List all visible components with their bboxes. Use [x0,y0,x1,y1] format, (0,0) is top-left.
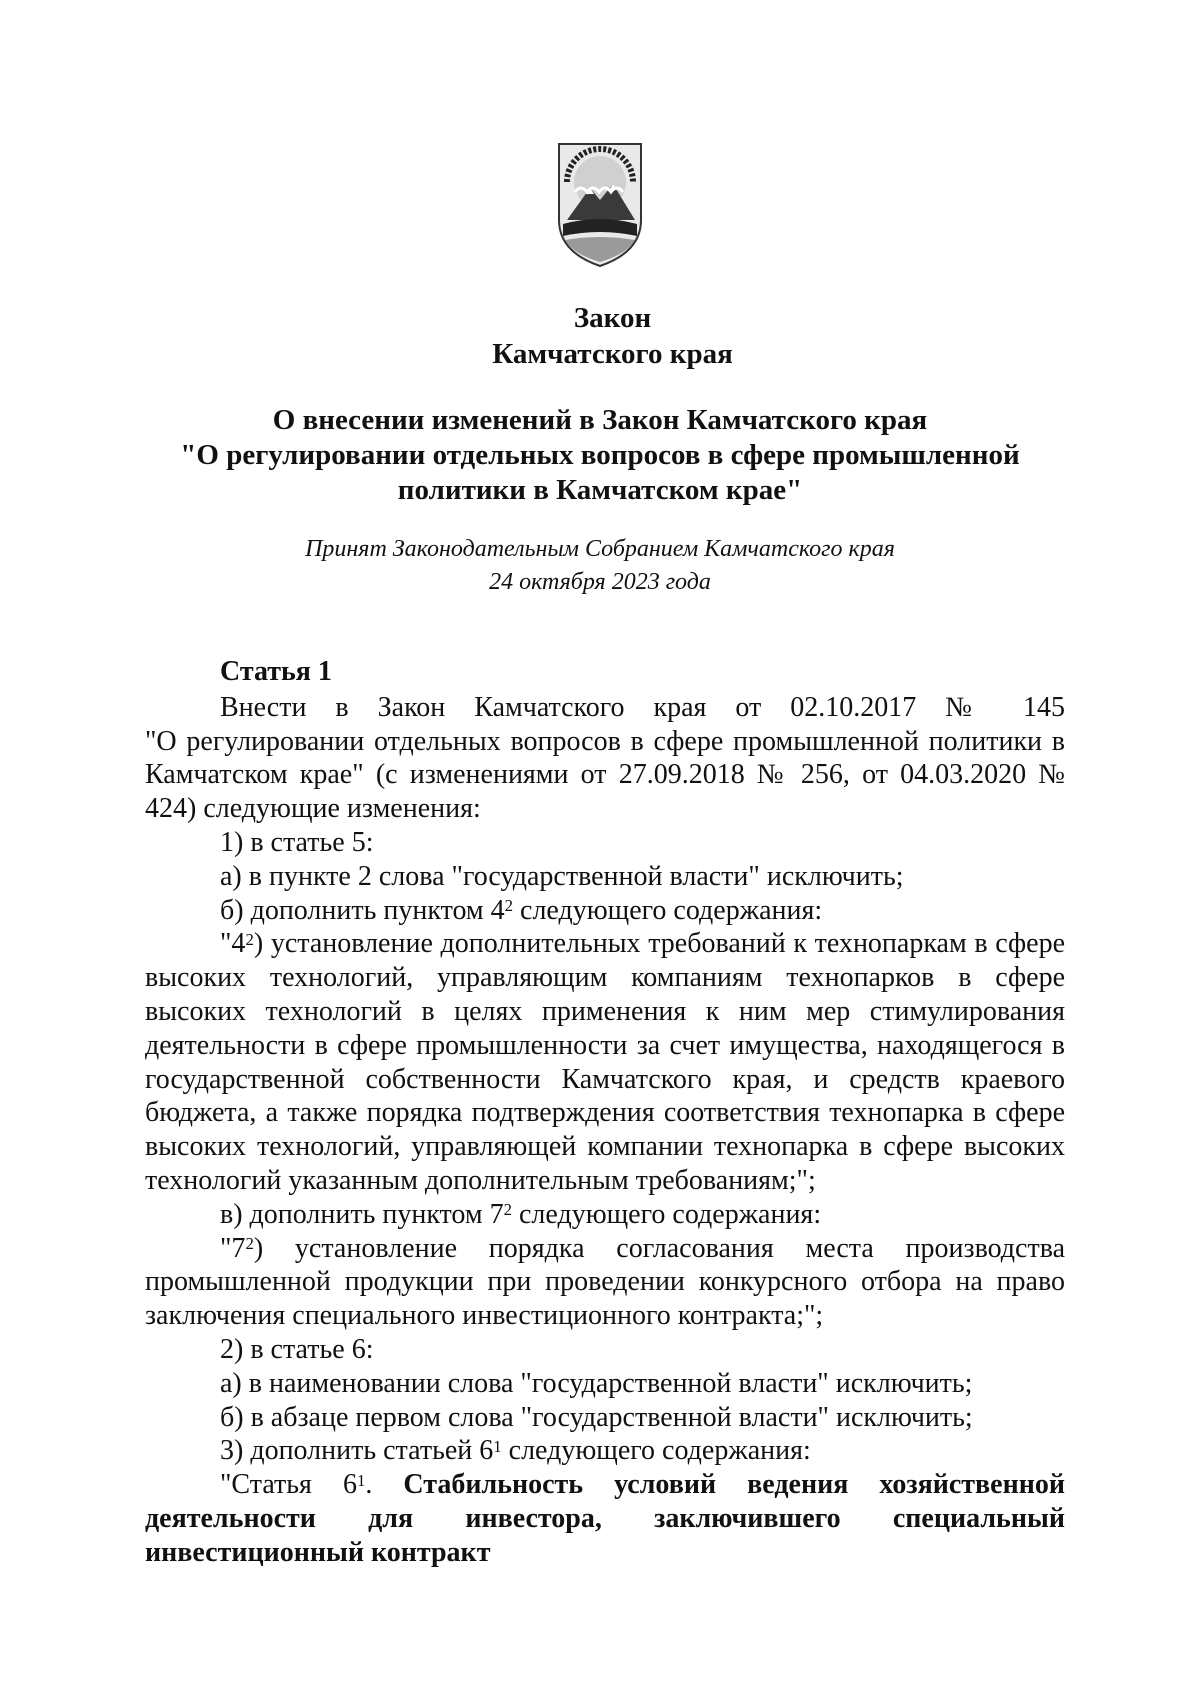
new-article-title: Стабильность условий ведения хозяйственной деятельности для инвестора, заключившего специальный инвестиционный контракт [145,1469,1065,1568]
adoption-note [150,533,1050,599]
article-1 [145,655,1065,1570]
law-subject [150,403,1050,508]
item-1v: в) дополнить пунктом $7^2$ следующего содержания: [220,1198,822,1230]
item-1b: б) дополнить пунктом $4^2$ следующего содержания: [220,894,823,926]
kamchatka-coat-of-arms-icon [555,140,645,270]
subject-line-2: "О регулировании отдельных вопросов в сфере промышленной [180,439,1020,471]
item-1: 1) в статье 5: [220,826,374,858]
subject-line-3: политики в Камчатском крае" [397,474,803,506]
intro-paragraph: "О регулировании отдельных вопросов в сфере промышленной политики в Камчатском крае" (с изменениями от 27.09.2018 № 256, от 04.03.2020 № 424) следующие изменения: [145,725,1065,825]
adoption-date: 24 октября 2023 года [489,569,711,595]
article-heading: Статья 1 [220,656,332,687]
item-1a: а) в пункте 2 слова "государственной власти" исключить; [220,860,904,892]
intro-line-1: Внести в Закон Камчатского края от 02.10.2017 № 145 [220,691,1065,723]
law-title [0,300,1200,372]
item-3: 3) дополнить статьей $6^1$ следующего содержания: [220,1435,811,1467]
new-article-6-1: "Статья $6^1$. Стабильность условий ведения хозяйственной деятельности для инвестора, заключившего специальный инвестиционный контракт [145,1469,1065,1568]
item-2a: а) в наименовании слова "государственной власти" исключить; [220,1367,973,1399]
quote-point-4-2: "$4^2$) установление дополнительных требований к технопаркам в сфере высоких технологий, управляющим компаниям технопарков в сфере высоких технологий в целях применения к ним мер стимулирования деятельности в сфере промышленности за счет имущества, находящегося в государственной собственности Камчатского края, и средств краевого бюджета, а также порядка подтверждения соответствия технопарка в сфере высоких технологий, управляющей компании технопарка в сфере высоких технологий указанным дополнительным требованиям;"; [145,928,1065,1196]
item-2b: б) в абзаце первом слова "государственной власти" исключить; [220,1401,973,1433]
region-name: Камчатского края [492,338,733,370]
subject-line-1: О внесении изменений в Закон Камчатского края [272,404,928,436]
law-word: Закон [573,302,652,334]
quote-point-7-2: "$7^2$) установление порядка согласования места производства промышленной продукции при проведении конкурсного отбора на право заключения специального инвестиционного контракта;"; [145,1232,1065,1332]
item-2: 2) в статье 6: [220,1333,374,1365]
adoption-body: Принят Законодательным Собранием Камчатского края [305,536,895,562]
